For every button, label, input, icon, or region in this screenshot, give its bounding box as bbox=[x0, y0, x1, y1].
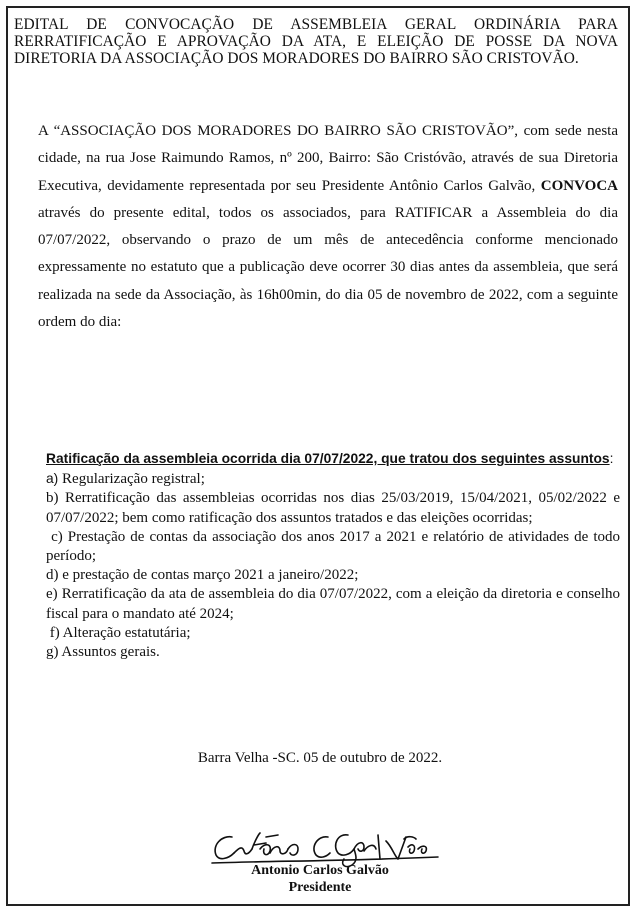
convocation-text-part-2: através do presente edital, todos os associados, para RATIFICAR a Assembleia do dia 07/07/2022, observando o prazo de um mês de antecedência conforme mencionado expressamente no estatuto que a publicação deve ocorrer 30 dias antes da assembleia, que será realizada na sede da Associação, às 16h00min, do dia 05 de novembro de 2022, com a seguinte ordem do dia: bbox=[38, 204, 618, 331]
agenda-item-label: c) bbox=[51, 528, 63, 545]
agenda-item-text: Rerratificação da ata de assembleia do dia 07/07/2022, com a eleição da diretoria e conselho fiscal para o mandato até 2024; bbox=[46, 586, 620, 622]
agenda-item-text: Assuntos gerais. bbox=[58, 644, 160, 661]
convocation-paragraph bbox=[38, 118, 618, 336]
agenda-item-text: Alteração estatutária; bbox=[59, 624, 191, 641]
signer-name: Antonio Carlos Galvão bbox=[251, 863, 389, 878]
agenda-item-label: f) bbox=[49, 624, 60, 641]
heading-line-2: RERRATIFICAÇÃO E APROVAÇÃO DA ATA, E ELEIÇÃO DE POSSE DA NOVA bbox=[14, 33, 618, 50]
agenda-item-text: Rerratificação das assembleias ocorridas nos dias 25/03/2019, 15/04/2021, 05/02/2022 e 07/07/2022; bem como ratificação dos assuntos tratados e das eleições ocorridas; bbox=[46, 490, 620, 526]
agenda-item-text: Prestação de contas da associação dos anos 2017 a 2021 e relatório de atividades de todo período; bbox=[46, 528, 621, 565]
agenda-item-label: a) bbox=[46, 471, 59, 487]
document-heading bbox=[14, 16, 618, 67]
agenda-item-b bbox=[46, 489, 620, 527]
heading-line-1: EDITAL DE CONVOCAÇÃO DE ASSEMBLEIA GERAL ORDINÁRIA PARA bbox=[14, 16, 618, 33]
place-and-date: Barra Velha -SC. 05 de outubro de 2022. bbox=[197, 750, 443, 766]
agenda-item-label: b) bbox=[46, 490, 59, 507]
agenda-item-text: Regularização registral; bbox=[58, 471, 205, 488]
signer-role: Presidente bbox=[288, 880, 352, 895]
agenda-item-text: e prestação de contas março 2021 a janeiro/2022; bbox=[58, 567, 359, 584]
agenda-item-c bbox=[46, 528, 620, 566]
agenda-item-f bbox=[46, 624, 620, 643]
agenda-item-label: g) bbox=[46, 644, 59, 661]
agenda-title: Ratificação da assembleia ocorrida dia 07/07/2022, que tratou dos seguintes assuntos bbox=[46, 451, 610, 466]
convoca-keyword: CONVOCA bbox=[540, 177, 618, 194]
document-frame bbox=[6, 6, 630, 906]
agenda-item-label: e) bbox=[46, 586, 58, 603]
agenda-item-e bbox=[46, 585, 620, 623]
agenda-section bbox=[46, 449, 620, 662]
heading-line-3: DIRETORIA DA ASSOCIAÇÃO DOS MORADORES DO BAIRRO SÃO CRISTOVÃO. bbox=[14, 50, 579, 67]
agenda-item-a bbox=[46, 469, 620, 489]
convocation-text-part-1: A “ASSOCIAÇÃO DOS MORADORES DO BAIRRO SÃO CRISTOVÃO”, com sede nesta cidade, na rua Jose Raimundo Ramos, nº 200, Bairro: São Cristóvão, através de sua Diretoria Executiva, devidamente representada por seu Presidente Antônio Carlos Galvão, bbox=[38, 123, 618, 194]
agenda-item-g bbox=[46, 643, 620, 662]
agenda-title-colon: : bbox=[609, 451, 614, 466]
agenda-item-d bbox=[46, 566, 620, 585]
agenda-title-line bbox=[46, 449, 620, 469]
agenda-item-label: d) bbox=[46, 567, 59, 584]
